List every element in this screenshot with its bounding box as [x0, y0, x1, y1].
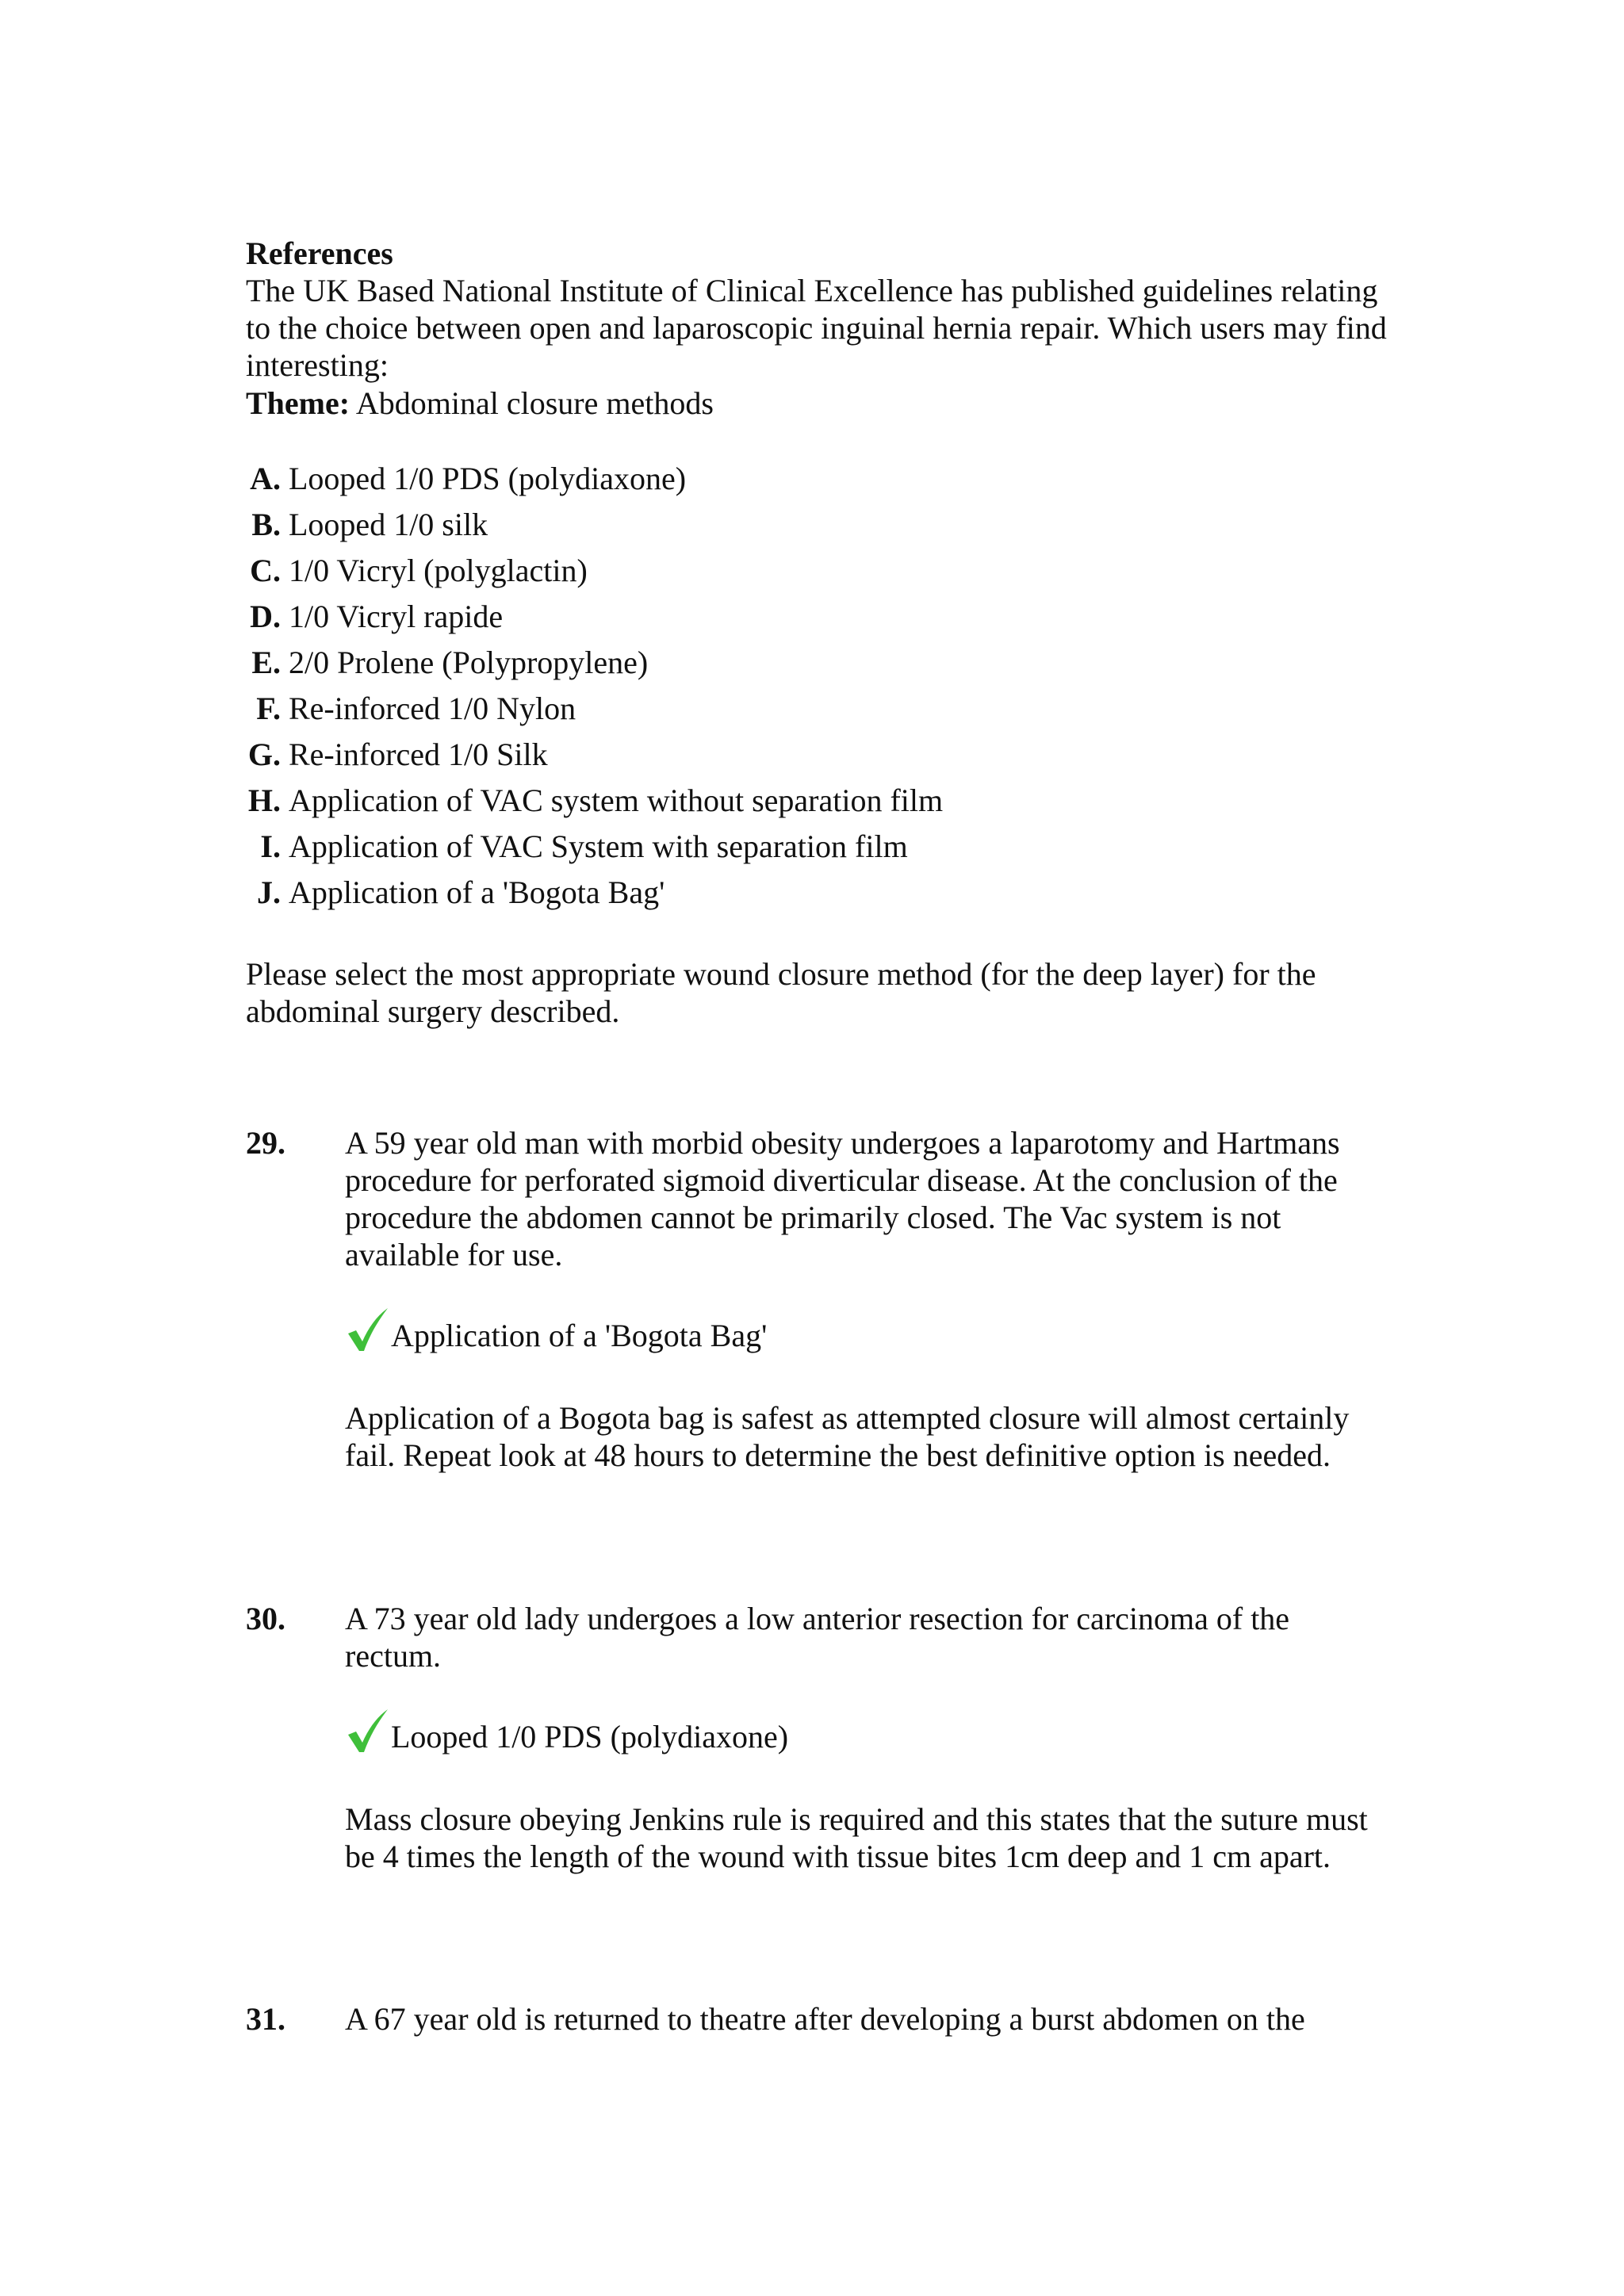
option-j [246, 874, 1396, 920]
check-icon [345, 1708, 389, 1755]
option-f [246, 690, 1396, 736]
check-icon [345, 1307, 389, 1354]
question-stem: A 59 year old man with morbid obesity undergoes a laparotomy and Hartmans procedure for perforated sigmoid diverticular disease. At the conclusion of the procedure the abdomen cannot be primarily closed. The Vac system is not available for use. [345, 1125, 1340, 1272]
references-text: The UK Based National Institute of Clinical Excellence has published guidelines relating to the choice between open and laparoscopic inguinal hernia repair. Which users may find interesting: [246, 273, 1387, 383]
option-text: 2/0 Prolene (Polypropylene) [289, 645, 649, 680]
option-letter: C. [250, 553, 281, 588]
option-letter: F. [256, 691, 281, 726]
option-list [246, 460, 1396, 920]
option-text: 1/0 Vicryl rapide [289, 599, 504, 634]
instruction-text: Please select the most appropriate wound closure method (for the deep layer) for the abdominal surgery described. [246, 956, 1316, 1029]
theme-label: Theme: [246, 385, 350, 421]
explanation-text: Mass closure obeying Jenkins rule is required and this states that the suture must be 4 times the length of the wound with tissue bites 1cm deep and 1 cm apart. [345, 1801, 1368, 1874]
theme-value: Abdominal closure methods [355, 385, 714, 421]
question-number: 30. [246, 1601, 285, 1636]
references-heading: References [246, 235, 393, 271]
option-text: Looped 1/0 PDS (polydiaxone) [289, 461, 687, 496]
answer-row [345, 1307, 767, 1354]
option-letter: E. [251, 645, 281, 680]
answer-text: Application of a 'Bogota Bag' [391, 1318, 768, 1353]
option-text: 1/0 Vicryl (polyglactin) [289, 553, 588, 588]
option-text: Looped 1/0 silk [289, 507, 488, 542]
option-text: Application of VAC system without separation film [289, 783, 944, 818]
option-g [246, 736, 1396, 782]
option-letter: B. [251, 507, 281, 542]
option-e [246, 644, 1396, 690]
explanation-text: Application of a Bogota bag is safest as attempted closure will almost certainly fail. Repeat look at 48 hours to determine the best definitive option is needed. [345, 1400, 1350, 1473]
option-b [246, 506, 1396, 552]
option-text: Application of VAC System with separation film [289, 828, 908, 864]
question-stem: A 67 year old is returned to theatre after developing a burst abdomen on the [345, 2001, 1305, 2037]
option-letter: G. [247, 737, 281, 772]
answer-text: Looped 1/0 PDS (polydiaxone) [391, 1719, 789, 1755]
question-number: 29. [246, 1125, 285, 1161]
option-d [246, 598, 1396, 644]
option-c [246, 552, 1396, 598]
option-letter: I. [260, 828, 281, 864]
question-stem: A 73 year old lady undergoes a low anterior resection for carcinoma of the rectum. [345, 1601, 1290, 1674]
answer-row [345, 1708, 788, 1755]
option-letter: D. [250, 599, 281, 634]
option-text: Re-inforced 1/0 Nylon [289, 691, 576, 726]
option-text: Re-inforced 1/0 Silk [289, 737, 548, 772]
option-letter: H. [247, 783, 281, 818]
option-h [246, 782, 1396, 828]
theme-line [246, 385, 1396, 422]
option-letter: J. [257, 874, 281, 910]
option-text: Application of a 'Bogota Bag' [289, 874, 665, 910]
question-number: 31. [246, 2001, 285, 2037]
option-letter: A. [250, 461, 281, 496]
option-a [246, 460, 1396, 506]
option-i [246, 828, 1396, 874]
